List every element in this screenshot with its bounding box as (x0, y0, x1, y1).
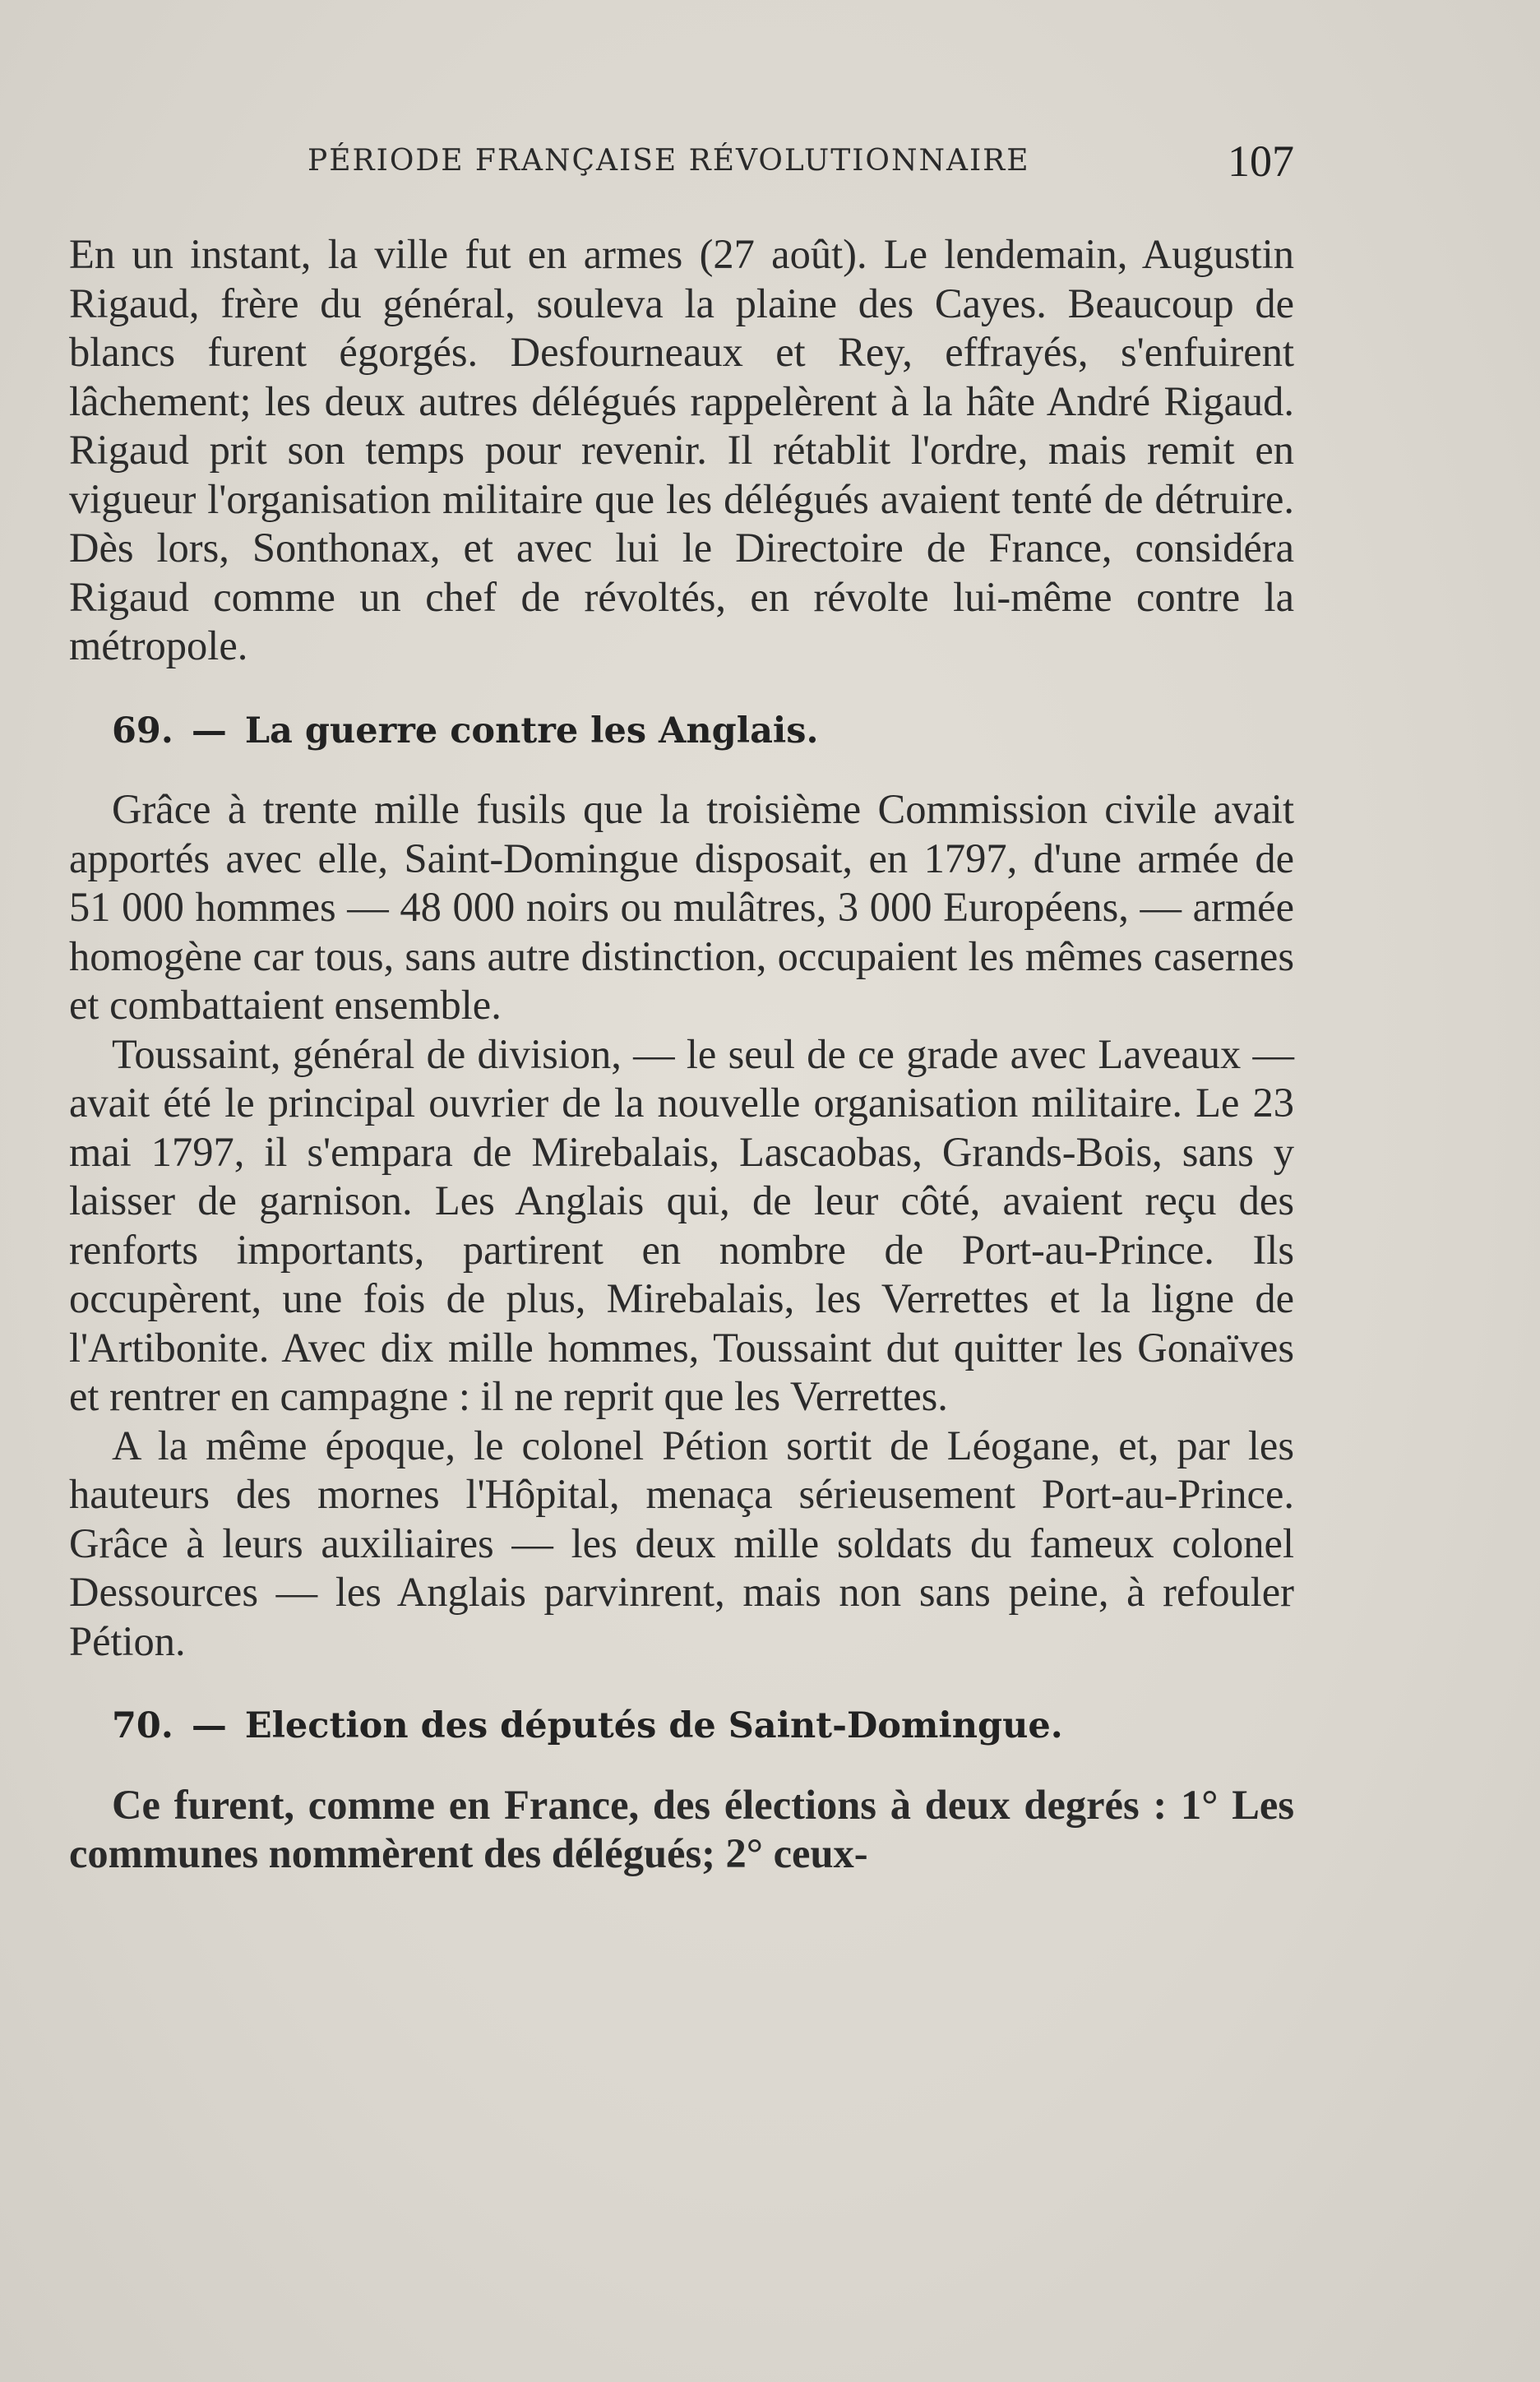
paragraph-elections: Ce furent, comme en France, des élections à deux degrés : 1° Les communes nommèrent des délégués; 2° ceux- (69, 1781, 1294, 1876)
section-number: 69. (112, 710, 173, 752)
section-dash: — (191, 1705, 227, 1746)
body-text (69, 230, 1294, 1879)
section-number: 70. (112, 1705, 173, 1746)
section-title: Election des députés de Saint-Domingue. (244, 1705, 1063, 1746)
paragraph-petion: A la même époque, le colonel Pétion sortit de Léogane, et, par les hauteurs des mornes l'Hôpital, menaça sérieusement Port-au-Prince. Grâce à leurs auxiliaires — les deux mille soldats du fameux colonel Dessources — les Anglais parvinrent, mais non sans peine, à refouler Pétion. (69, 1422, 1294, 1664)
section-heading-70 (69, 1702, 1294, 1751)
paragraph-toussaint: Toussaint, général de division, — le seul de ce grade avec Laveaux — avait été le principal ouvrier de la nouvelle organisation militaire. Le 23 mai 1797, il s'empara de Mirebalais, Lascaobas, Grands-Bois, sans y laisser de garnison. Les Anglais qui, de leur côté, avaient reçu des renforts importants, partirent en nombre de Port-au-Prince. Ils occupèrent, une fois de plus, Mirebalais, les Verrettes et la ligne de l'Artibonite. Avec dix mille hommes, Toussaint dut quitter les Gonaïves et rentrer en campagne : il ne reprit que les Verrettes. (69, 1030, 1294, 1419)
paragraph-revolt: En un instant, la ville fut en armes (27 août). Le lendemain, Augustin Rigaud, frère du général, souleva la plaine des Cayes. Beaucoup de blancs furent égorgés. Desfourneaux et Rey, effrayés, s'enfuirent lâchement; les deux autres délégués rappelèrent à la hâte André Rigaud. Rigaud prit son temps pour revenir. Il rétablit l'ordre, mais remit en vigueur l'organisation militaire que les délégués avaient tenté de détruire. Dès lors, Sonthonax, et avec lui le Directoire de France, considéra Rigaud comme un chef de révoltés, en révolte lui-même contre la métropole. (69, 231, 1294, 668)
running-head (69, 136, 1294, 188)
section-title: La guerre contre les Anglais. (244, 710, 819, 752)
section-heading-69 (69, 707, 1294, 756)
paragraph-army: Grâce à trente mille fusils que la troisième Commission civile avait apportés avec elle, Saint-Domingue disposait, en 1797, d'une armée de 51 000 hommes — 48 000 noirs ou mulâtres, 3 000 Européens, — armée homogène car tous, sans autre distinction, occupaient les mêmes casernes et combattaient ensemble. (69, 786, 1294, 1028)
page-number: 107 (1228, 136, 1294, 186)
running-title: PÉRIODE FRANÇAISE RÉVOLUTIONNAIRE (308, 144, 1030, 178)
section-dash: — (191, 710, 227, 752)
